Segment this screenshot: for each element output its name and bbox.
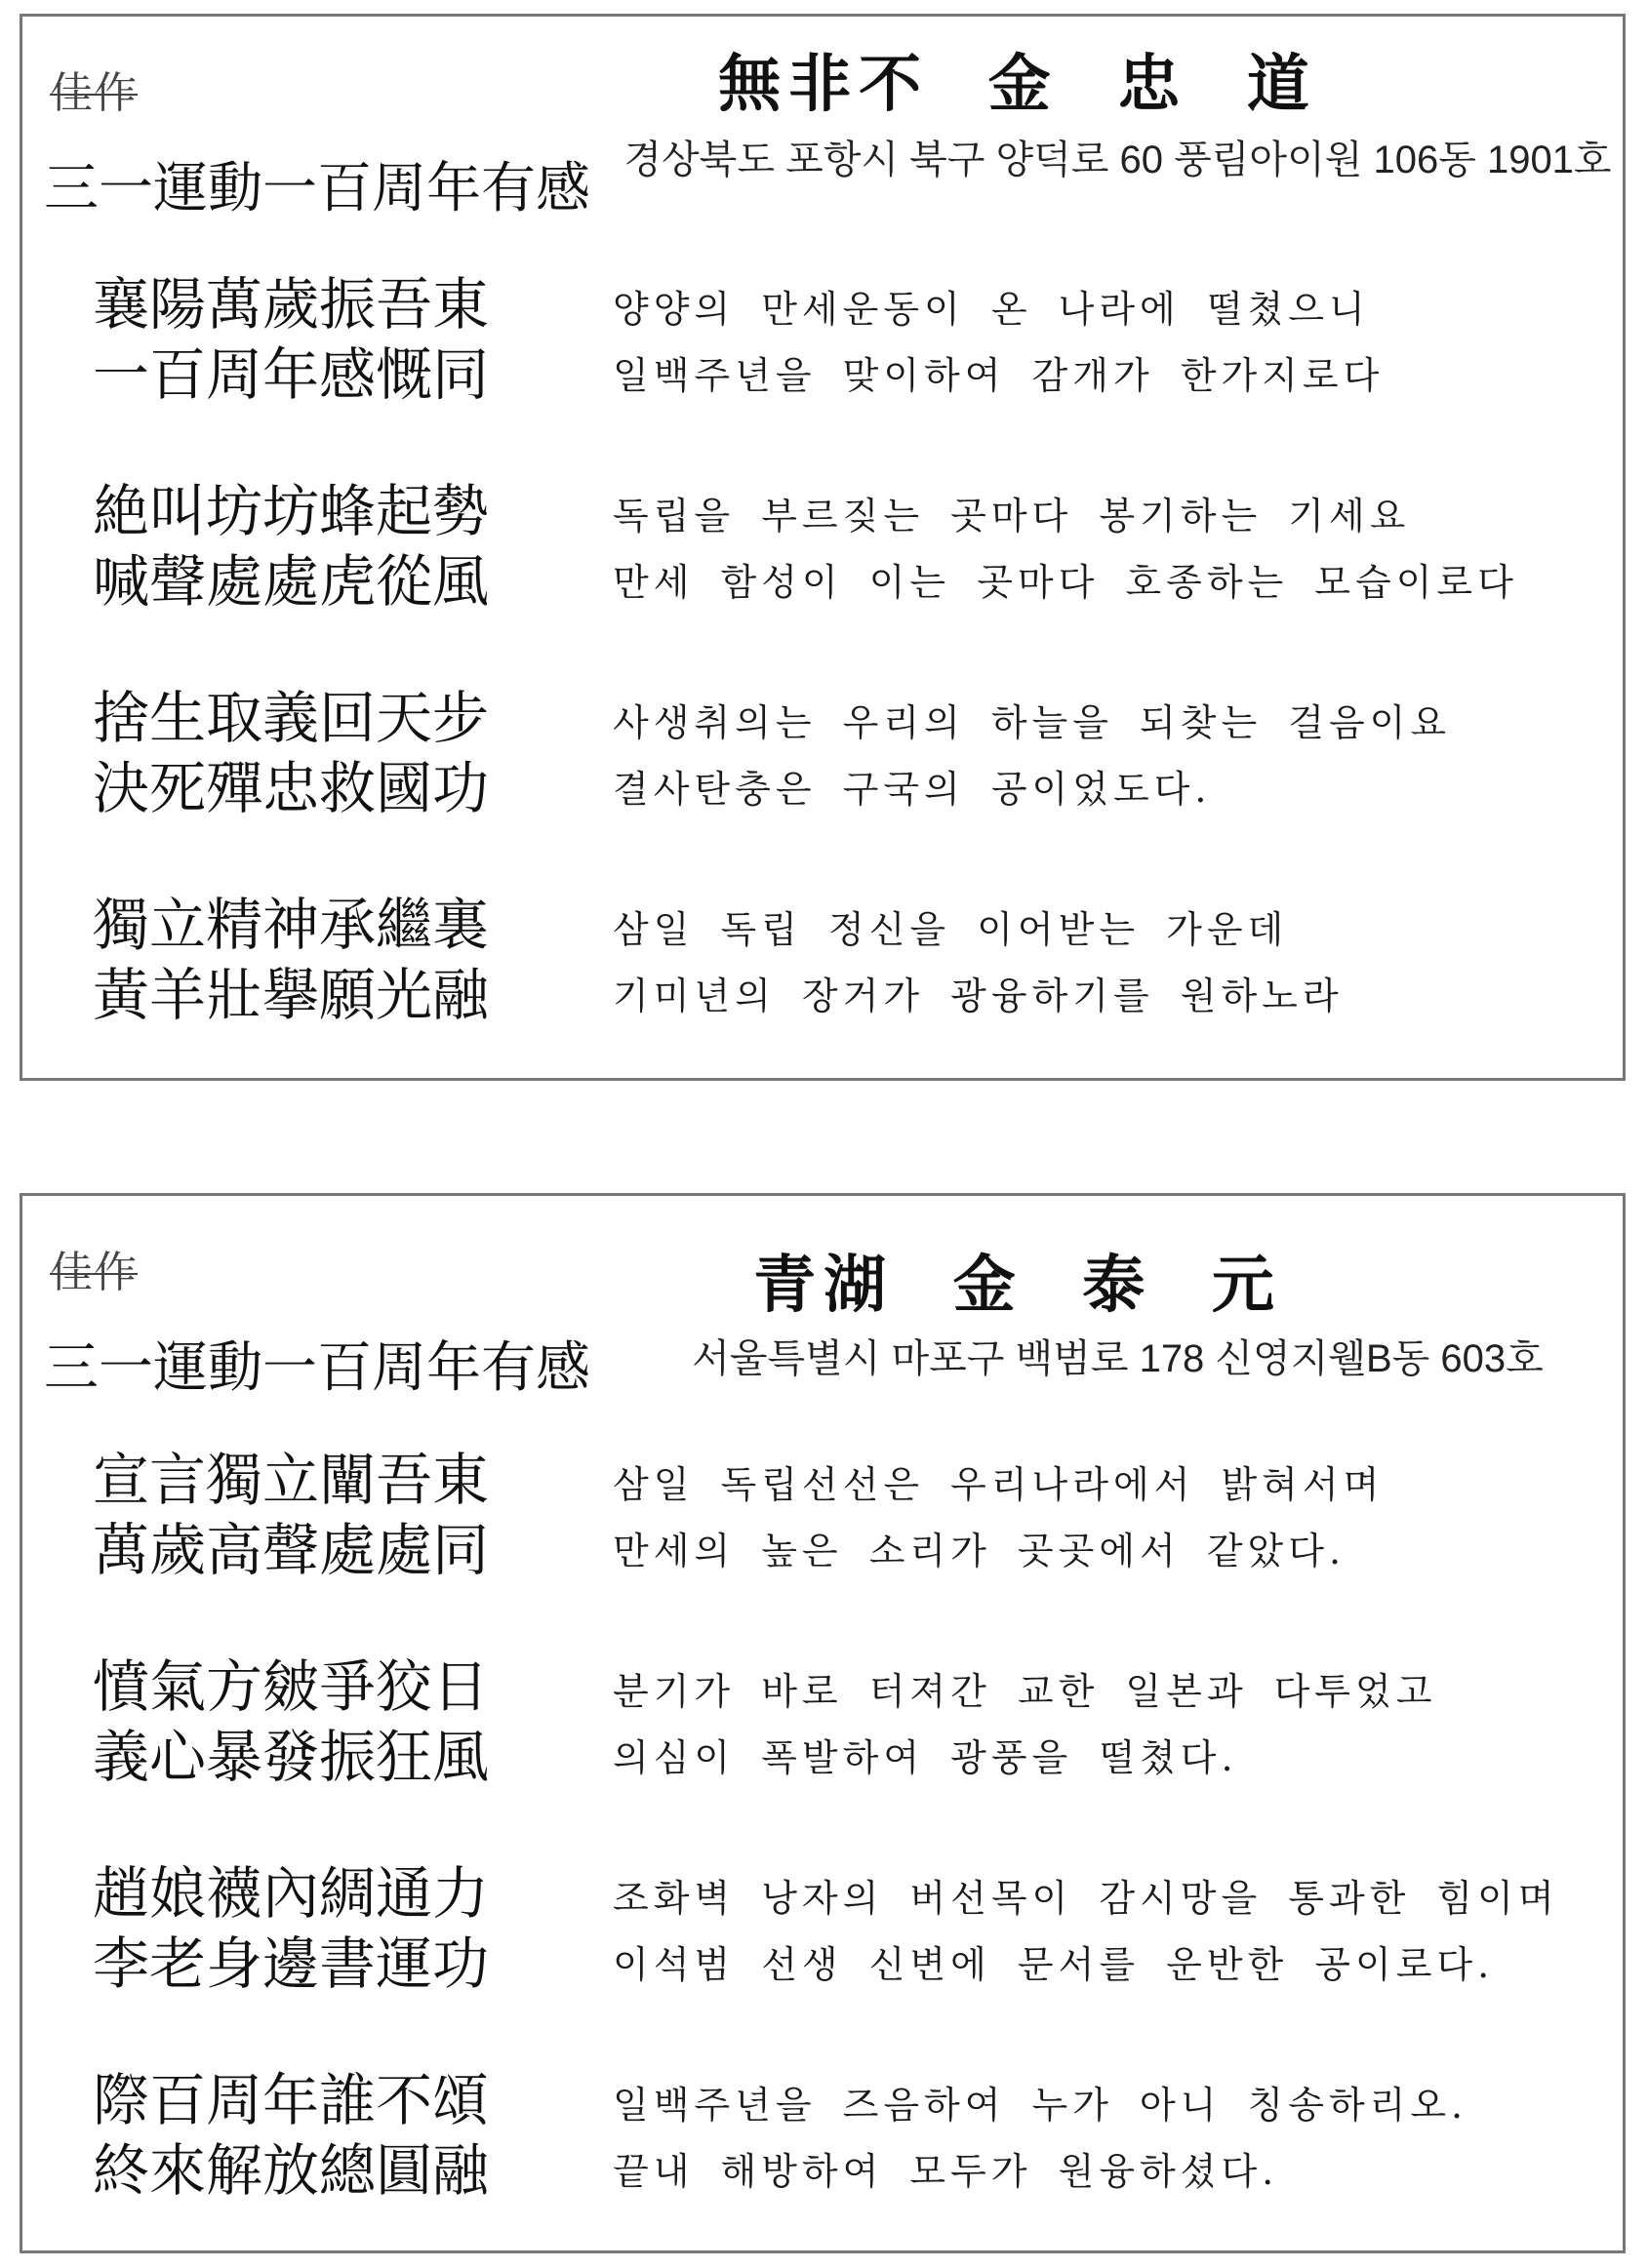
poem-entry-1	[20, 14, 1626, 1081]
hanja-line: 喊聲處處虎從風	[93, 548, 490, 615]
korean-line: 일백주년을 맞이하여 감개가 한가지로다	[613, 354, 1385, 397]
korean-line: 만세 함성이 이는 곳마다 호종하는 모습이로다	[613, 561, 1518, 604]
korean-line: 일백주년을 즈음하여 누가 아니 칭송하리오.	[613, 2084, 1468, 2127]
stanza-3	[22, 1861, 1623, 2008]
hanja-line: 際百周年誰不頌	[93, 2067, 490, 2133]
hanja-line: 李老身邊書運功	[93, 1930, 490, 1997]
poem-title: 三一運動一百周年有感	[44, 157, 590, 220]
stanza-1	[22, 1448, 1623, 1594]
stanza-4	[22, 893, 1623, 1039]
stanza-1	[22, 272, 1623, 418]
stanza-4	[22, 2068, 1623, 2214]
stanza-2	[22, 1654, 1623, 1801]
korean-line: 사생취의는 우리의 하늘을 되찾는 걸음이요	[613, 701, 1452, 744]
korean-line: 기미년의 장거가 광융하기를 원하노라	[613, 975, 1344, 1017]
korean-line: 결사탄충은 구국의 공이었도다.	[613, 768, 1212, 811]
korean-line: 만세의 높은 소리가 곳곳에서 같았다.	[613, 1530, 1347, 1572]
korean-line: 끝내 해방하여 모두가 원융하셨다.	[613, 2150, 1279, 2193]
author-address: 서울특별시 마포구 백범로 178 신영지웰B동 603호	[692, 1337, 1544, 1380]
hanja-line: 一百周年感慨同	[93, 341, 490, 408]
hanja-line: 萬歲高聲處處同	[93, 1517, 490, 1583]
award-label: 佳作	[50, 68, 138, 118]
korean-line: 삼일 독립선선은 우리나라에서 밝혀서며	[613, 1463, 1385, 1506]
hanja-line: 終來解放總圓融	[93, 2137, 490, 2204]
stanza-3	[22, 686, 1623, 832]
author-name: 青湖 金 泰 元	[753, 1249, 1282, 1322]
hanja-line: 獨立精神承繼裏	[93, 892, 490, 958]
korean-line: 이석범 선생 신변에 문서를 운반한 공이로다.	[613, 1943, 1495, 1986]
korean-line: 분기가 바로 터져간 교한 일본과 다투었고	[613, 1670, 1437, 1713]
hanja-line: 捨生取義回天步	[93, 685, 490, 751]
poem-title: 三一運動一百周年有感	[44, 1336, 590, 1400]
hanja-line: 襄陽萬歲振吾東	[93, 271, 490, 338]
korean-line: 삼일 독립 정신을 이어받는 가운데	[613, 908, 1289, 951]
hanja-line: 黃羊壯擧願光融	[93, 962, 490, 1028]
author-address: 경상북도 포항시 북구 양덕로 60 풍림아이원 106동 1901호	[623, 139, 1612, 181]
hanja-line: 絶叫坊坊蜂起勢	[93, 478, 490, 544]
korean-line: 양양의 만세운동이 온 나라에 떨쳤으니	[613, 288, 1370, 331]
award-label: 佳作	[50, 1248, 138, 1297]
author-name: 無非不 金 忠 道	[718, 48, 1317, 121]
korean-line: 조화벽 낭자의 버선목이 감시망을 통과한 힘이며	[613, 1877, 1559, 1920]
hanja-line: 宣言獨立闡吾東	[93, 1447, 490, 1513]
korean-line: 의심이 폭발하여 광풍을 떨쳤다.	[613, 1736, 1238, 1779]
hanja-line: 決死殫忠救國功	[93, 755, 490, 821]
hanja-line: 憤氣方皴爭狡日	[93, 1653, 490, 1720]
stanza-2	[22, 479, 1623, 625]
hanja-line: 義心暴發振狂風	[93, 1724, 490, 1790]
poem-entry-2	[20, 1193, 1626, 2253]
hanja-line: 趙娘襪內綢通力	[93, 1860, 490, 1927]
korean-line: 독립을 부르짖는 곳마다 봉기하는 기세요	[613, 495, 1411, 537]
